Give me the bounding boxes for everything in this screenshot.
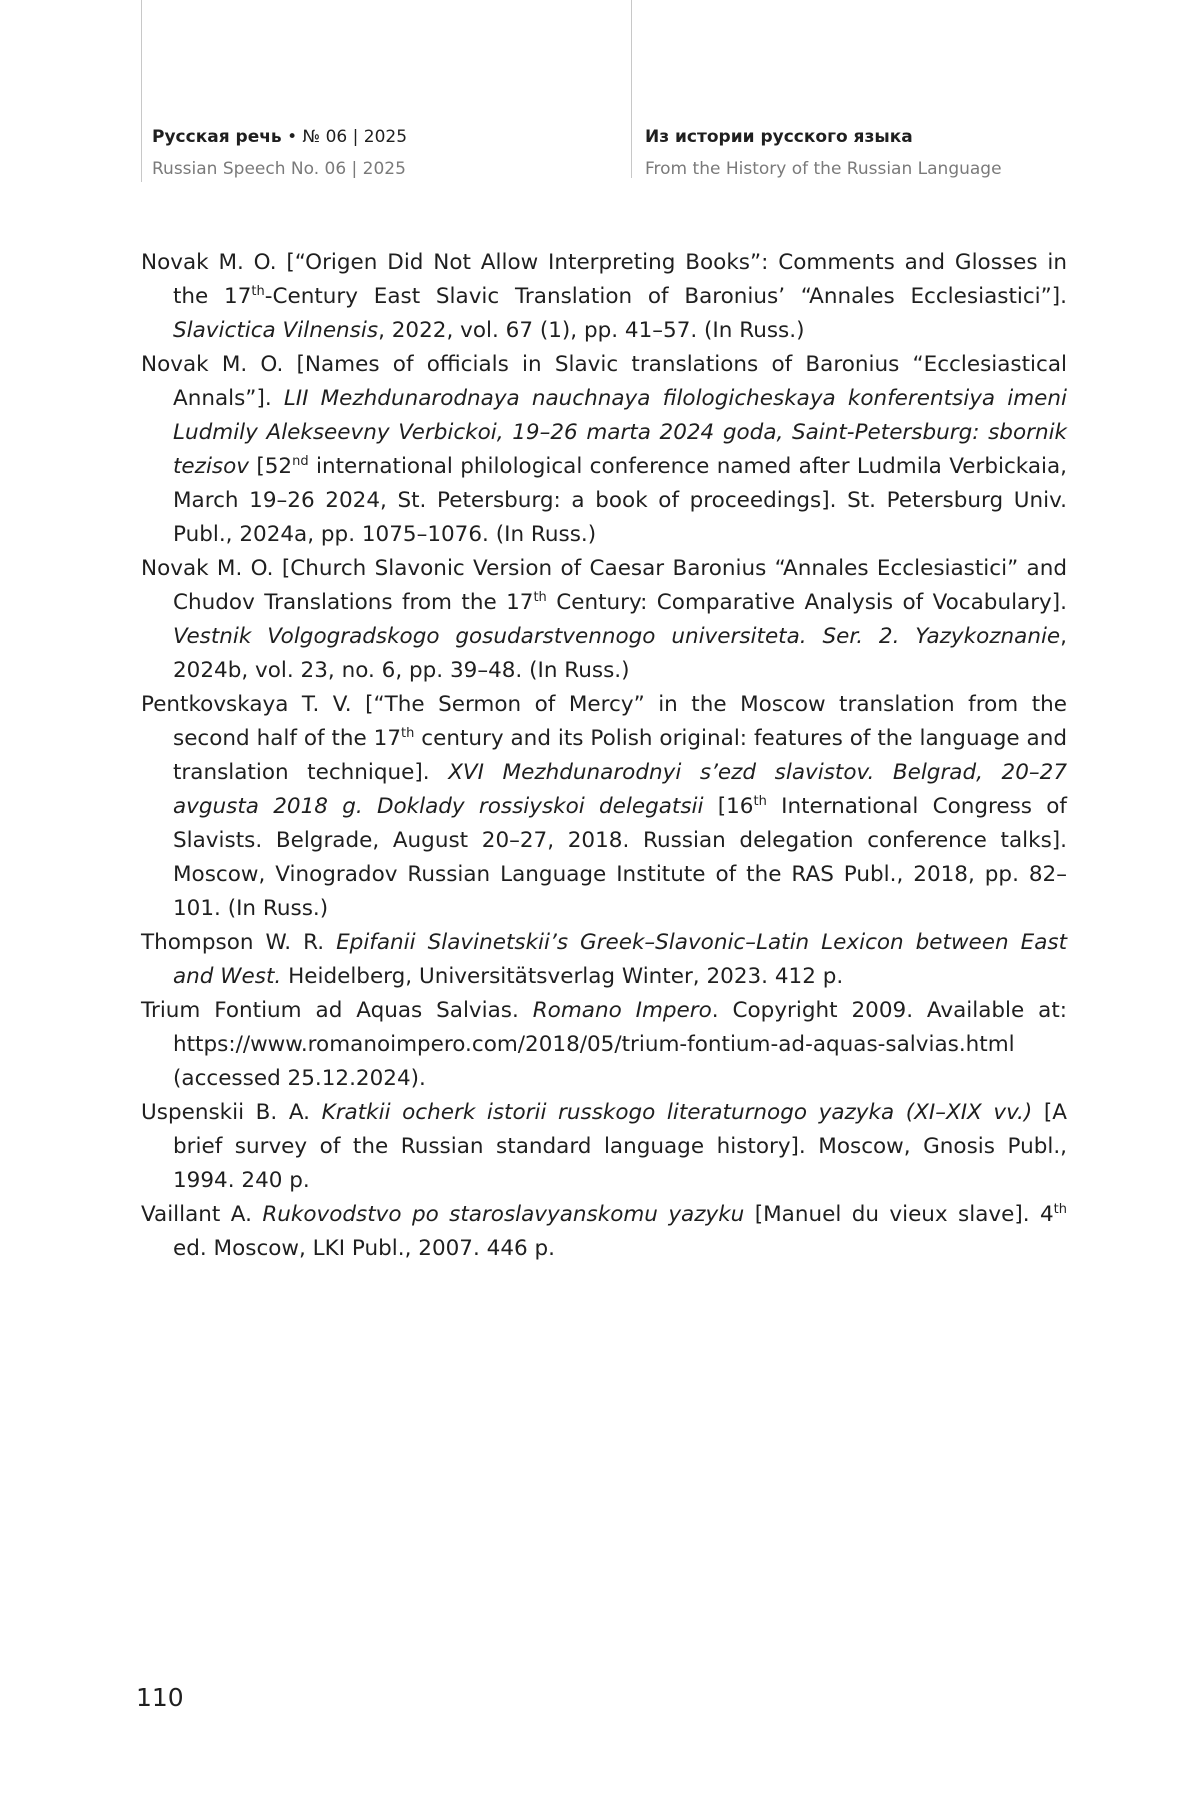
italic-title: Rukovodstvo po staroslavyanskomu yazyku xyxy=(262,1202,745,1227)
reference-list xyxy=(141,246,1067,1266)
reference-entry xyxy=(141,688,1067,926)
reference-text: , 2024b, vol. 23, no. 6, pp. 39–48. (In Russ.) xyxy=(173,624,1067,683)
italic-title: LII Mezhdunarodnaya nauchnaya filologicheskaya konferentsiya imeni Ludmily Alekseevny Verbickoi, 19–26 marta 2024 goda, Saint-Petersburg: sbornik tezisov xyxy=(173,386,1067,479)
journal-title-en: Russian Speech No. 06 | 2025 xyxy=(152,159,406,179)
italic-title: Kratkii ocherk istorii russkogo literaturnogo yazyka (XI–XIX vv.) xyxy=(321,1100,1033,1125)
reference-text: Novak M. O. [Church Slavonic Version of Caesar Baronius “Annales Ecclesiastici” and Chudov Translations from the 17 xyxy=(141,556,1067,615)
reference-text: Century: Comparative Analysis of Vocabulary]. xyxy=(546,590,1068,615)
reference-text: Vaillant A. xyxy=(141,1202,263,1227)
header-left-rule xyxy=(141,0,142,182)
bullet-separator: • xyxy=(287,127,303,147)
reference-text: [16 xyxy=(703,794,754,819)
reference-entry xyxy=(141,994,1067,1096)
superscript: th xyxy=(533,590,547,605)
reference-text: century and its Polish original: features of the language and translation technique]. xyxy=(173,726,1067,785)
reference-text: [52 xyxy=(249,454,293,479)
reference-text: -Century East Slavic Translation of Baronius’ “Annales Ecclesiastici”]. xyxy=(264,284,1067,309)
header-right-rule xyxy=(631,0,632,178)
reference-text: Uspenskii B. A. xyxy=(141,1100,322,1125)
reference-text: Novak M. O. [“Origen Did Not Allow Interpreting Books”: Comments and Glosses in the 17 xyxy=(141,250,1067,309)
reference-entry xyxy=(141,1198,1067,1266)
journal-issue-ru: № 06 | 2025 xyxy=(302,127,408,147)
reference-entry xyxy=(141,1096,1067,1198)
reference-entry xyxy=(141,552,1067,688)
superscript: th xyxy=(1053,1202,1067,1217)
reference-text: Heidelberg, Universitätsverlag Winter, 2023. 412 p. xyxy=(281,964,844,989)
reference-text: [A brief survey of the Russian standard language history]. Moscow, Gnosis Publ., 1994. 240 p. xyxy=(173,1100,1067,1193)
page-number: 110 xyxy=(136,1683,184,1712)
reference-text: Trium Fontium ad Aquas Salvias. xyxy=(141,998,533,1023)
section-title-ru: Из истории русского языка xyxy=(645,127,913,147)
italic-title: XVI Mezhdunarodnyi s’ezd slavistov. Belgrad, 20–27 avgusta 2018 g. Doklady rossiyskoi delegatsii xyxy=(173,760,1068,819)
reference-text: . Copyright 2009. Available at: https://www.romanoimpero.com/2018/05/trium-fontium-ad-aquas-salvias.html (accessed 25.12.2024). xyxy=(173,998,1067,1091)
superscript: nd xyxy=(292,454,309,469)
reference-text: [Manuel du vieux slave]. 4 xyxy=(744,1202,1054,1227)
superscript: th xyxy=(753,794,767,809)
running-header-journal xyxy=(152,126,407,180)
reference-text: , 2022, vol. 67 (1), pp. 41–57. (In Russ.) xyxy=(378,318,805,343)
section-title-en: From the History of the Russian Language xyxy=(645,159,1002,179)
reference-entry xyxy=(141,246,1067,348)
reference-entry xyxy=(141,926,1067,994)
italic-title: Vestnik Volgogradskogo gosudarstvennogo universiteta. Ser. 2. Yazykoznanie xyxy=(173,624,1061,649)
reference-text: Pentkovskaya T. V. [“The Sermon of Mercy” in the Moscow translation from the second half of the 17 xyxy=(141,692,1067,751)
running-header-section xyxy=(645,126,1002,180)
reference-text: ed. Moscow, LKI Publ., 2007. 446 p. xyxy=(173,1236,556,1261)
superscript: th xyxy=(251,284,265,299)
italic-title: Slavictica Vilnensis xyxy=(173,318,379,343)
italic-title: Epifanii Slavinetskii’s Greek–Slavonic–Latin Lexicon between East and West. xyxy=(173,930,1068,989)
reference-text: Novak M. O. [Names of officials in Slavic translations of Baronius “Ecclesiastical Annals”]. xyxy=(141,352,1067,411)
journal-title-ru: Русская речь xyxy=(152,127,282,147)
reference-text: international philological conference named after Ludmila Verbickaia, March 19–26 2024, St. Petersburg: a book of proceedings]. St. Petersburg Univ. Publ., 2024a, pp. 1075–1076. (In Russ.) xyxy=(173,454,1067,547)
italic-title: Romano Impero xyxy=(532,998,712,1023)
reference-text: Thompson W. R. xyxy=(141,930,337,955)
reference-entry xyxy=(141,348,1067,552)
reference-text: International Congress of Slavists. Belgrade, August 20–27, 2018. Russian delegation conference talks]. Moscow, Vinogradov Russian Language Institute of the RAS Publ., 2018, pp. 82–101. (In Russ.) xyxy=(173,794,1067,921)
superscript: th xyxy=(401,726,415,741)
